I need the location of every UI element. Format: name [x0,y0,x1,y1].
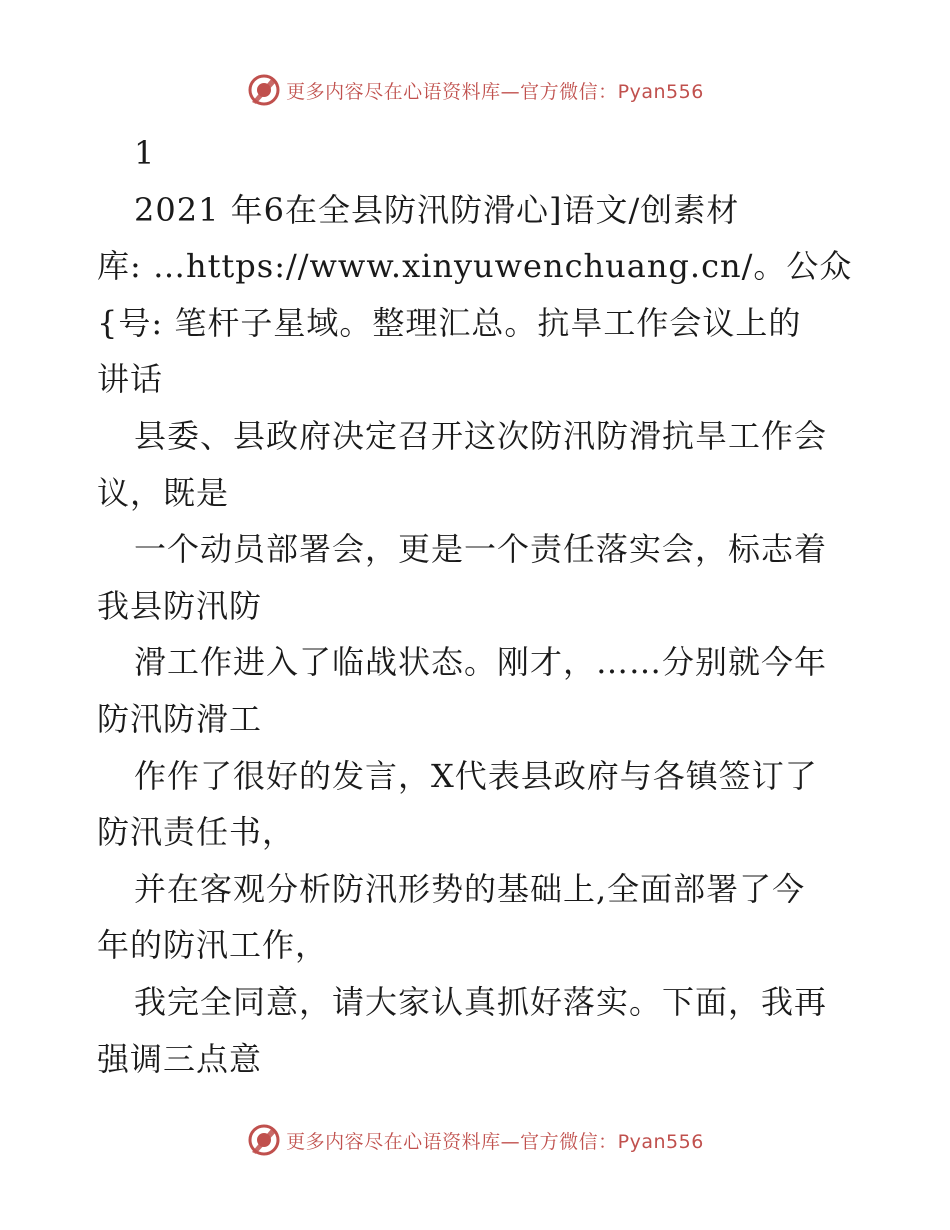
body-line: 我县防汛防 [97,586,263,625]
pen-logo-icon [246,1122,282,1158]
body-line: 防汛防滑工 [97,699,263,738]
body-line: 一个动员部署会，更是一个责任落实会，标志着 [134,530,828,569]
pen-logo-icon [246,72,282,108]
body-line: 作作了很好的发言，X代表县政府与各镇签订了 [134,756,818,795]
document-body [97,125,897,1087]
body-line: 强调三点意 [97,1039,263,1078]
body-line: 议，既是 [97,473,230,512]
header-banner-text: 更多内容尽在心语资料库—官方微信：Pyan556 [286,80,704,103]
body-line: 我完全同意，请大家认真抓好落实。下面，我再 [134,982,828,1021]
body-line: 讲话 [97,360,164,399]
footer-banner-text: 更多内容尽在心语资料库—官方微信：Pyan556 [286,1130,704,1153]
page-number: 1 [134,134,156,172]
body-line: 库: …https://www.xinyuwenchuang.cn/。公众 [97,247,853,286]
body-line: 滑工作进入了临战状态。刚才，……分别就今年 [134,643,828,682]
body-line: 2021 年6在全县防汛防滑心]语文/创素材 [134,190,740,229]
body-line: 并在客观分析防汛形势的基础上,全面部署了今 [134,869,806,908]
body-line: 县委、县政府决定召开这次防汛防滑抗旱工作会 [134,416,828,455]
body-line: {号: 笔杆子星域。整理汇总。抗旱工作会议上的 [97,303,802,342]
body-line: 年的防汛工作， [97,926,329,965]
header-banner [0,70,950,110]
footer-banner [0,1120,950,1160]
body-line: 防汛责任书， [97,813,296,852]
